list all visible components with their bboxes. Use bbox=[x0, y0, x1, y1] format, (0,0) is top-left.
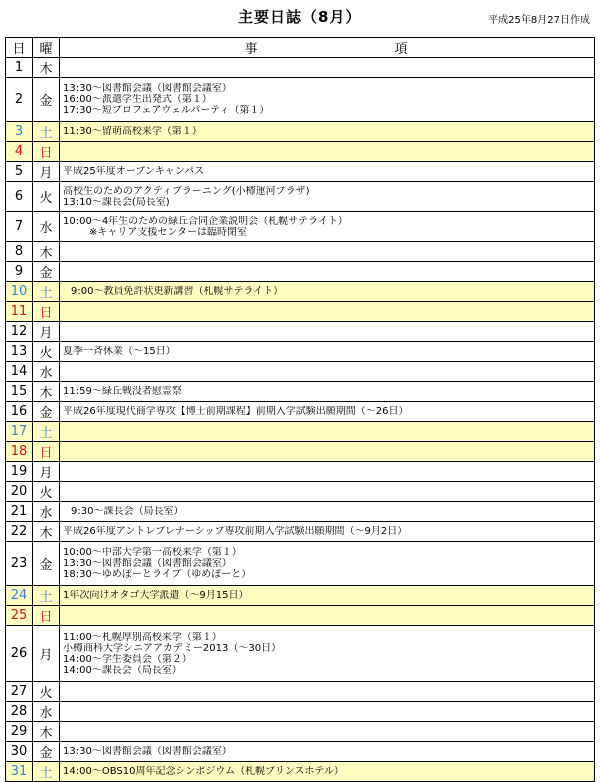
event-line: 9:30～課長会（局長室） bbox=[71, 506, 184, 517]
table-row bbox=[6, 212, 595, 242]
day-cell: 3 bbox=[6, 122, 33, 142]
event-line: 18:30～ゆめぽーとライブ（ゆめぽーと） bbox=[63, 569, 252, 580]
event-line: 10:00～4年生のための緑丘合同企業説明会（札幌サテライト） bbox=[63, 215, 348, 227]
table-row bbox=[6, 702, 595, 722]
table-row bbox=[6, 762, 595, 782]
event-line: 13:10～課長会(局長室) bbox=[63, 196, 170, 208]
events-cell bbox=[60, 722, 595, 742]
weekday-cell: 火 bbox=[33, 482, 60, 502]
weekday-cell: 水 bbox=[33, 362, 60, 382]
events-cell bbox=[60, 502, 595, 522]
day-cell: 22 bbox=[6, 522, 33, 542]
weekday-cell: 土 bbox=[33, 586, 60, 606]
day-cell: 16 bbox=[6, 402, 33, 422]
event-line: 14:00～OBS10周年記念シンポジウム（札幌プリンスホテル） bbox=[63, 766, 344, 777]
weekday-cell: 水 bbox=[33, 502, 60, 522]
event-line: 14:00～学生委員会（第２） bbox=[63, 653, 192, 665]
table-row bbox=[6, 122, 595, 142]
day-cell: 2 bbox=[6, 78, 33, 122]
events-cell bbox=[60, 462, 595, 482]
table-row bbox=[6, 586, 595, 606]
events-cell bbox=[60, 702, 595, 722]
day-cell: 17 bbox=[6, 422, 33, 442]
event-line: 小樽商科大学シニアアカデミー2013（～30日） bbox=[63, 642, 282, 654]
events-cell bbox=[60, 682, 595, 702]
day-cell: 19 bbox=[6, 462, 33, 482]
weekday-cell: 木 bbox=[33, 242, 60, 262]
table-row bbox=[6, 142, 595, 162]
day-cell: 31 bbox=[6, 762, 33, 782]
column-header-weekday: 曜 bbox=[33, 38, 60, 58]
table-row bbox=[6, 182, 595, 212]
table-row bbox=[6, 682, 595, 702]
event-line: ※キャリア支援センターは臨時閉室 bbox=[89, 226, 247, 238]
events-cell bbox=[60, 742, 595, 762]
event-line: 13:30～図書館会議（図書館会議室） bbox=[63, 83, 232, 94]
events-cell bbox=[60, 78, 595, 122]
day-cell: 27 bbox=[6, 682, 33, 702]
day-cell: 11 bbox=[6, 302, 33, 322]
day-cell: 23 bbox=[6, 542, 33, 586]
event-line: 13:30～図書館会議（図書館会議室） bbox=[63, 746, 232, 757]
weekday-cell: 火 bbox=[33, 182, 60, 212]
event-line: 11:00～札幌厚別高校来学（第１） bbox=[63, 631, 222, 643]
weekday-cell: 日 bbox=[33, 442, 60, 462]
day-cell: 30 bbox=[6, 742, 33, 762]
weekday-cell: 月 bbox=[33, 626, 60, 682]
table-row bbox=[6, 722, 595, 742]
event-line: 13:30～図書館会議（図書館会議室） bbox=[63, 558, 232, 569]
event-line: 11:59～緑丘戦没者慰霊祭 bbox=[63, 386, 182, 397]
events-cell bbox=[60, 586, 595, 606]
event-line: 11:30～留萌高校来学（第１） bbox=[63, 126, 202, 137]
event-line: 16:00～派遣学生出発式（第１） bbox=[63, 94, 212, 105]
weekday-cell: 木 bbox=[33, 522, 60, 542]
day-cell: 12 bbox=[6, 322, 33, 342]
diary-table bbox=[5, 37, 595, 782]
event-line: 平成26年度アントレプレナーシップ専攻前期入学試験出願期間（～9月2日） bbox=[63, 526, 408, 537]
day-cell: 8 bbox=[6, 242, 33, 262]
table-row bbox=[6, 626, 595, 682]
day-cell: 13 bbox=[6, 342, 33, 362]
weekday-cell: 木 bbox=[33, 722, 60, 742]
day-cell: 18 bbox=[6, 442, 33, 462]
events-cell bbox=[60, 762, 595, 782]
day-cell: 9 bbox=[6, 262, 33, 282]
table-row bbox=[6, 362, 595, 382]
events-cell bbox=[60, 142, 595, 162]
column-header-events: 事 項 bbox=[60, 38, 595, 58]
events-cell bbox=[60, 422, 595, 442]
table-row bbox=[6, 442, 595, 462]
events-cell bbox=[60, 362, 595, 382]
table-row bbox=[6, 542, 595, 586]
diary-rows bbox=[6, 58, 595, 782]
weekday-cell: 土 bbox=[33, 422, 60, 442]
events-cell bbox=[60, 242, 595, 262]
day-cell: 6 bbox=[6, 182, 33, 212]
table-row bbox=[6, 402, 595, 422]
weekday-cell: 月 bbox=[33, 462, 60, 482]
day-cell: 28 bbox=[6, 702, 33, 722]
events-cell bbox=[60, 382, 595, 402]
created-date: 平成25年8月27日作成 bbox=[488, 15, 590, 26]
table-row bbox=[6, 382, 595, 402]
events-cell bbox=[60, 212, 595, 242]
table-row bbox=[6, 242, 595, 262]
weekday-cell: 金 bbox=[33, 542, 60, 586]
day-cell: 24 bbox=[6, 586, 33, 606]
weekday-cell: 木 bbox=[33, 58, 60, 78]
table-row bbox=[6, 422, 595, 442]
events-cell bbox=[60, 58, 595, 78]
events-cell bbox=[60, 262, 595, 282]
table-row bbox=[6, 606, 595, 626]
events-cell bbox=[60, 482, 595, 502]
event-line: 9:00～教員免許状更新講習（札幌サテライト） bbox=[71, 286, 284, 297]
events-cell bbox=[60, 402, 595, 422]
table-row bbox=[6, 322, 595, 342]
table-row bbox=[6, 162, 595, 182]
events-cell bbox=[60, 542, 595, 586]
table-row bbox=[6, 502, 595, 522]
event-line: 17:30～短プロフェアウェルパーティ（第１） bbox=[63, 105, 270, 116]
weekday-cell: 金 bbox=[33, 402, 60, 422]
events-cell bbox=[60, 626, 595, 682]
event-line: 平成25年度オープンキャンパス bbox=[63, 166, 205, 177]
weekday-cell: 土 bbox=[33, 762, 60, 782]
event-line: 夏季一斉休業（～15日） bbox=[63, 346, 176, 357]
day-cell: 21 bbox=[6, 502, 33, 522]
weekday-cell: 木 bbox=[33, 382, 60, 402]
weekday-cell: 月 bbox=[33, 322, 60, 342]
weekday-cell: 月 bbox=[33, 162, 60, 182]
events-cell bbox=[60, 442, 595, 462]
weekday-cell: 金 bbox=[33, 78, 60, 122]
weekday-cell: 日 bbox=[33, 606, 60, 626]
event-line: 14:00～課長会（局長室） bbox=[63, 664, 182, 676]
table-row bbox=[6, 58, 595, 78]
day-cell: 10 bbox=[6, 282, 33, 302]
day-cell: 15 bbox=[6, 382, 33, 402]
events-cell bbox=[60, 162, 595, 182]
events-cell bbox=[60, 122, 595, 142]
events-cell bbox=[60, 282, 595, 302]
table-row bbox=[6, 742, 595, 762]
weekday-cell: 土 bbox=[33, 122, 60, 142]
table-row bbox=[6, 462, 595, 482]
weekday-cell: 火 bbox=[33, 342, 60, 362]
events-cell bbox=[60, 302, 595, 322]
weekday-cell: 火 bbox=[33, 682, 60, 702]
events-cell bbox=[60, 342, 595, 362]
table-row bbox=[6, 282, 595, 302]
weekday-cell: 水 bbox=[33, 702, 60, 722]
events-cell bbox=[60, 182, 595, 212]
day-cell: 20 bbox=[6, 482, 33, 502]
column-header-day: 日 bbox=[6, 38, 33, 58]
table-row bbox=[6, 78, 595, 122]
day-cell: 1 bbox=[6, 58, 33, 78]
table-row bbox=[6, 302, 595, 322]
weekday-cell: 日 bbox=[33, 142, 60, 162]
weekday-cell: 水 bbox=[33, 212, 60, 242]
day-cell: 29 bbox=[6, 722, 33, 742]
table-row bbox=[6, 342, 595, 362]
event-line: 高校生のためのアクティブラーニング(小樽運河プラザ) bbox=[63, 185, 310, 197]
event-line: 1年次向けオタゴ大学派遣（～9月15日） bbox=[63, 590, 249, 601]
weekday-cell: 日 bbox=[33, 302, 60, 322]
day-cell: 25 bbox=[6, 606, 33, 626]
event-line: 10:00～中部大学第一高校来学（第１） bbox=[63, 547, 242, 558]
weekday-cell: 土 bbox=[33, 282, 60, 302]
day-cell: 26 bbox=[6, 626, 33, 682]
table-row bbox=[6, 482, 595, 502]
event-line: 平成26年度現代商学専攻【博士前期課程】前期入学試験出願期間（～26日） bbox=[63, 406, 409, 417]
day-cell: 7 bbox=[6, 212, 33, 242]
weekday-cell: 金 bbox=[33, 262, 60, 282]
table-row bbox=[6, 262, 595, 282]
weekday-cell: 金 bbox=[33, 742, 60, 762]
day-cell: 14 bbox=[6, 362, 33, 382]
events-cell bbox=[60, 606, 595, 626]
table-header-row bbox=[6, 38, 595, 58]
page-title: 主要日誌（8月） bbox=[238, 8, 362, 26]
events-cell bbox=[60, 322, 595, 342]
day-cell: 4 bbox=[6, 142, 33, 162]
table-row bbox=[6, 522, 595, 542]
events-cell bbox=[60, 522, 595, 542]
day-cell: 5 bbox=[6, 162, 33, 182]
